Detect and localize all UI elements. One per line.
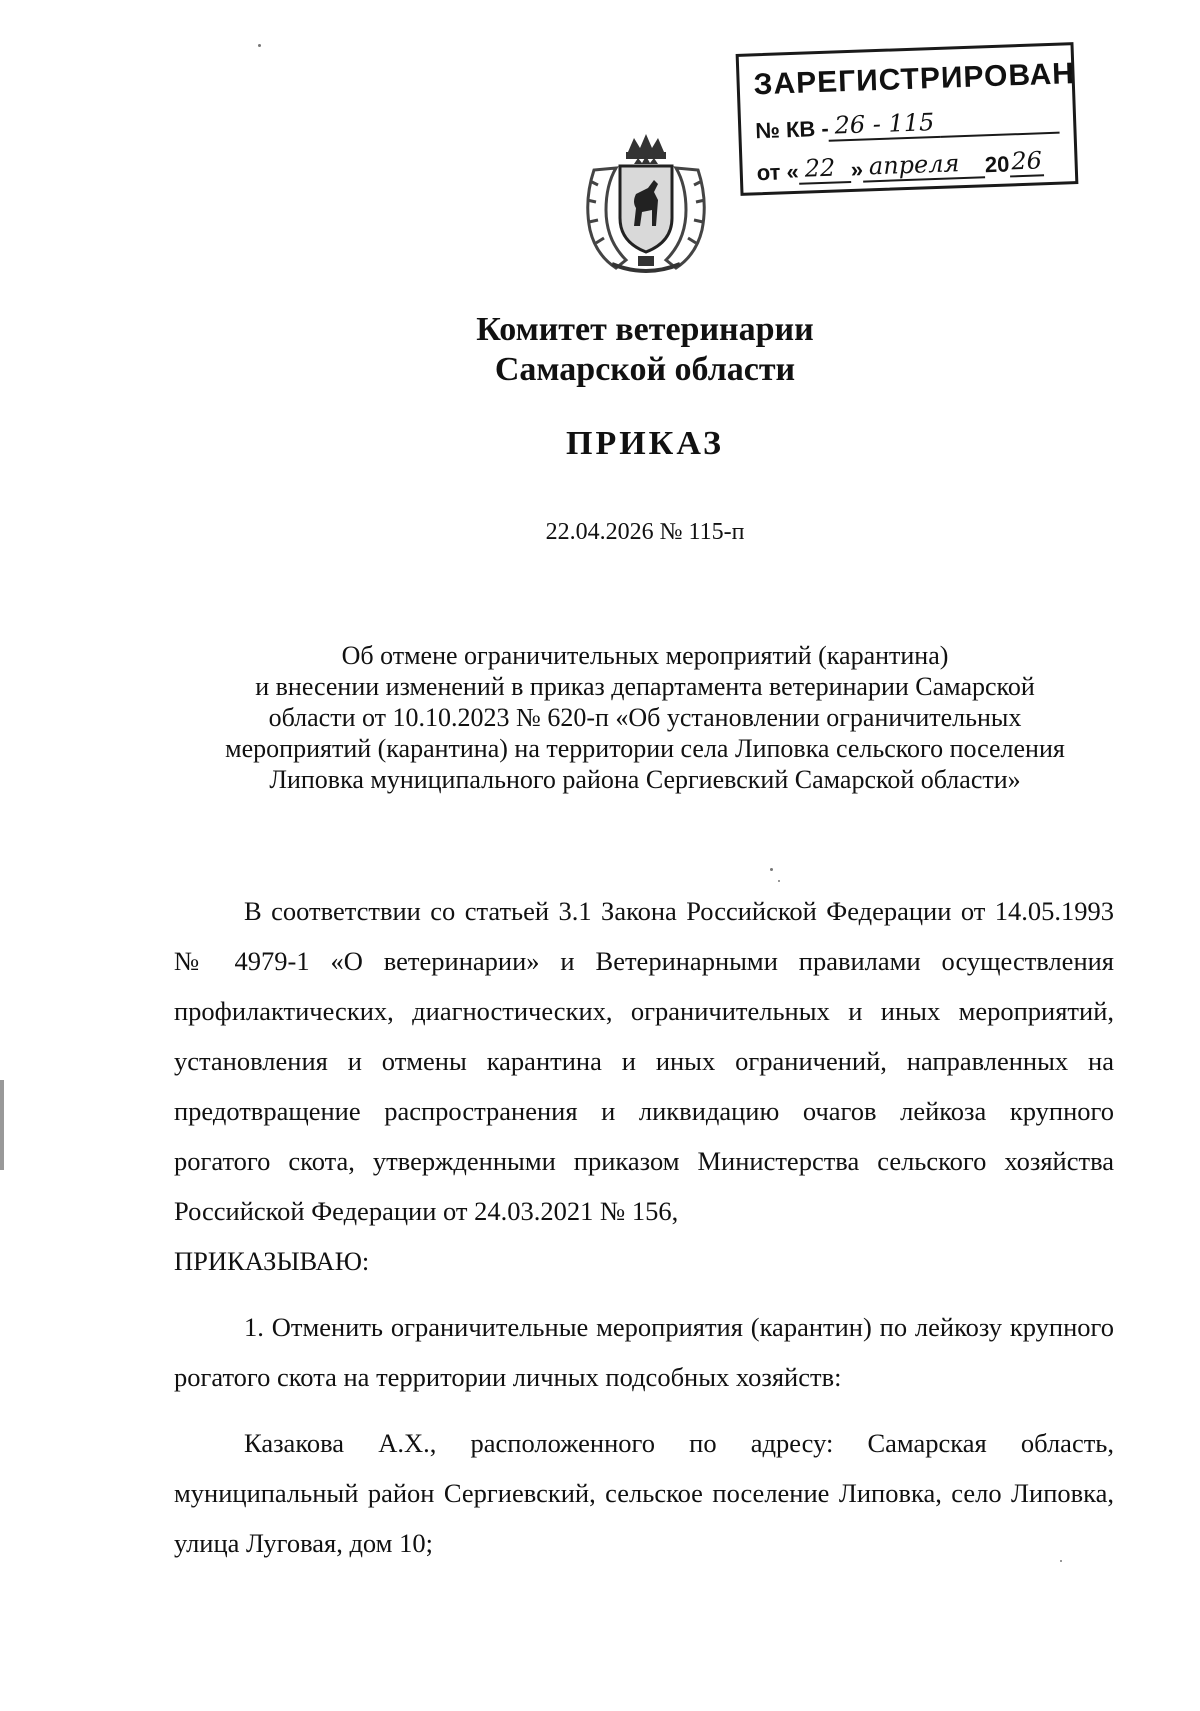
scan-speck [778,880,780,882]
stamp-date-prefix: от « [756,158,800,186]
document-body [174,886,1114,1568]
scan-speck [770,868,773,871]
stamp-date-line [756,146,1061,187]
stamp-date-month: апреля [862,148,985,182]
stamp-date-year-prefix: 20 [984,151,1010,178]
organization-name [0,310,1200,390]
organization-line-1: Комитет ветеринарии [476,311,814,348]
subject-line: Об отмене ограничительных мероприятий (карантина) [341,641,949,670]
stamp-date-mid: » [850,156,864,182]
scan-speck [1060,1560,1062,1562]
preamble-paragraph: В соответствии со статьей 3.1 Закона Российской Федерации от 14.05.1993 № 4979-1 «О ветеринарии» и Ветеринарными правилами осуществления профилактических, диагностических, ограничительных и иных мероприятий, установления и отмены карантина и иных ограничений, направленных на предотвращение распространения и ликвидацию очагов лейкоза крупного рогатого скота, утвержденными приказом Министерства сельского хозяйства Российской Федерации от 24.03.2021 № 156, [174,896,1114,1226]
subject-line: области от 10.10.2023 № 620-п «Об установлении ограничительных [268,703,1022,732]
stamp-number-label: № КВ - [754,115,830,144]
stamp-date-day: 22 [798,153,851,185]
scan-edge-mark [0,1080,4,1170]
stamp-title: ЗАРЕГИСТРИРОВАН [753,57,1076,102]
document-type-title: ПРИКАЗ [566,425,724,462]
coat-of-arms-emblem [576,130,716,280]
document-subject [160,640,1130,795]
stamp-date-year-suffix: 26 [1009,146,1045,177]
order-item-1-subitem: Казакова А.Х., расположенного по адресу: Самарская область, муниципальный район Сергиевский, сельское поселение Липовка, село Липовка, улица Луговая, дом 10; [174,1428,1114,1558]
order-word: ПРИКАЗЫВАЮ: [174,1246,370,1276]
subject-line: и внесении изменений в приказ департамента ветеринарии Самарской [255,672,1035,701]
subject-line: Липовка муниципального района Сергиевский Самарской области» [269,765,1021,794]
subject-line: мероприятий (карантина) на территории села Липовка сельского поселения [225,734,1065,763]
stamp-underline [941,130,1060,138]
stamp-number-line [755,104,1060,145]
scan-speck [258,44,261,47]
document-date-number: 22.04.2026 № 115-п [545,519,745,545]
order-item-1: 1. Отменить ограничительные мероприятия (карантин) по лейкозу крупного рогатого скота на территории личных подсобных хозяйств: [174,1312,1114,1392]
registration-stamp [736,42,1079,196]
stamp-number-value: 26 - 115 [828,108,941,142]
organization-line-2: Самарской области [494,351,796,388]
